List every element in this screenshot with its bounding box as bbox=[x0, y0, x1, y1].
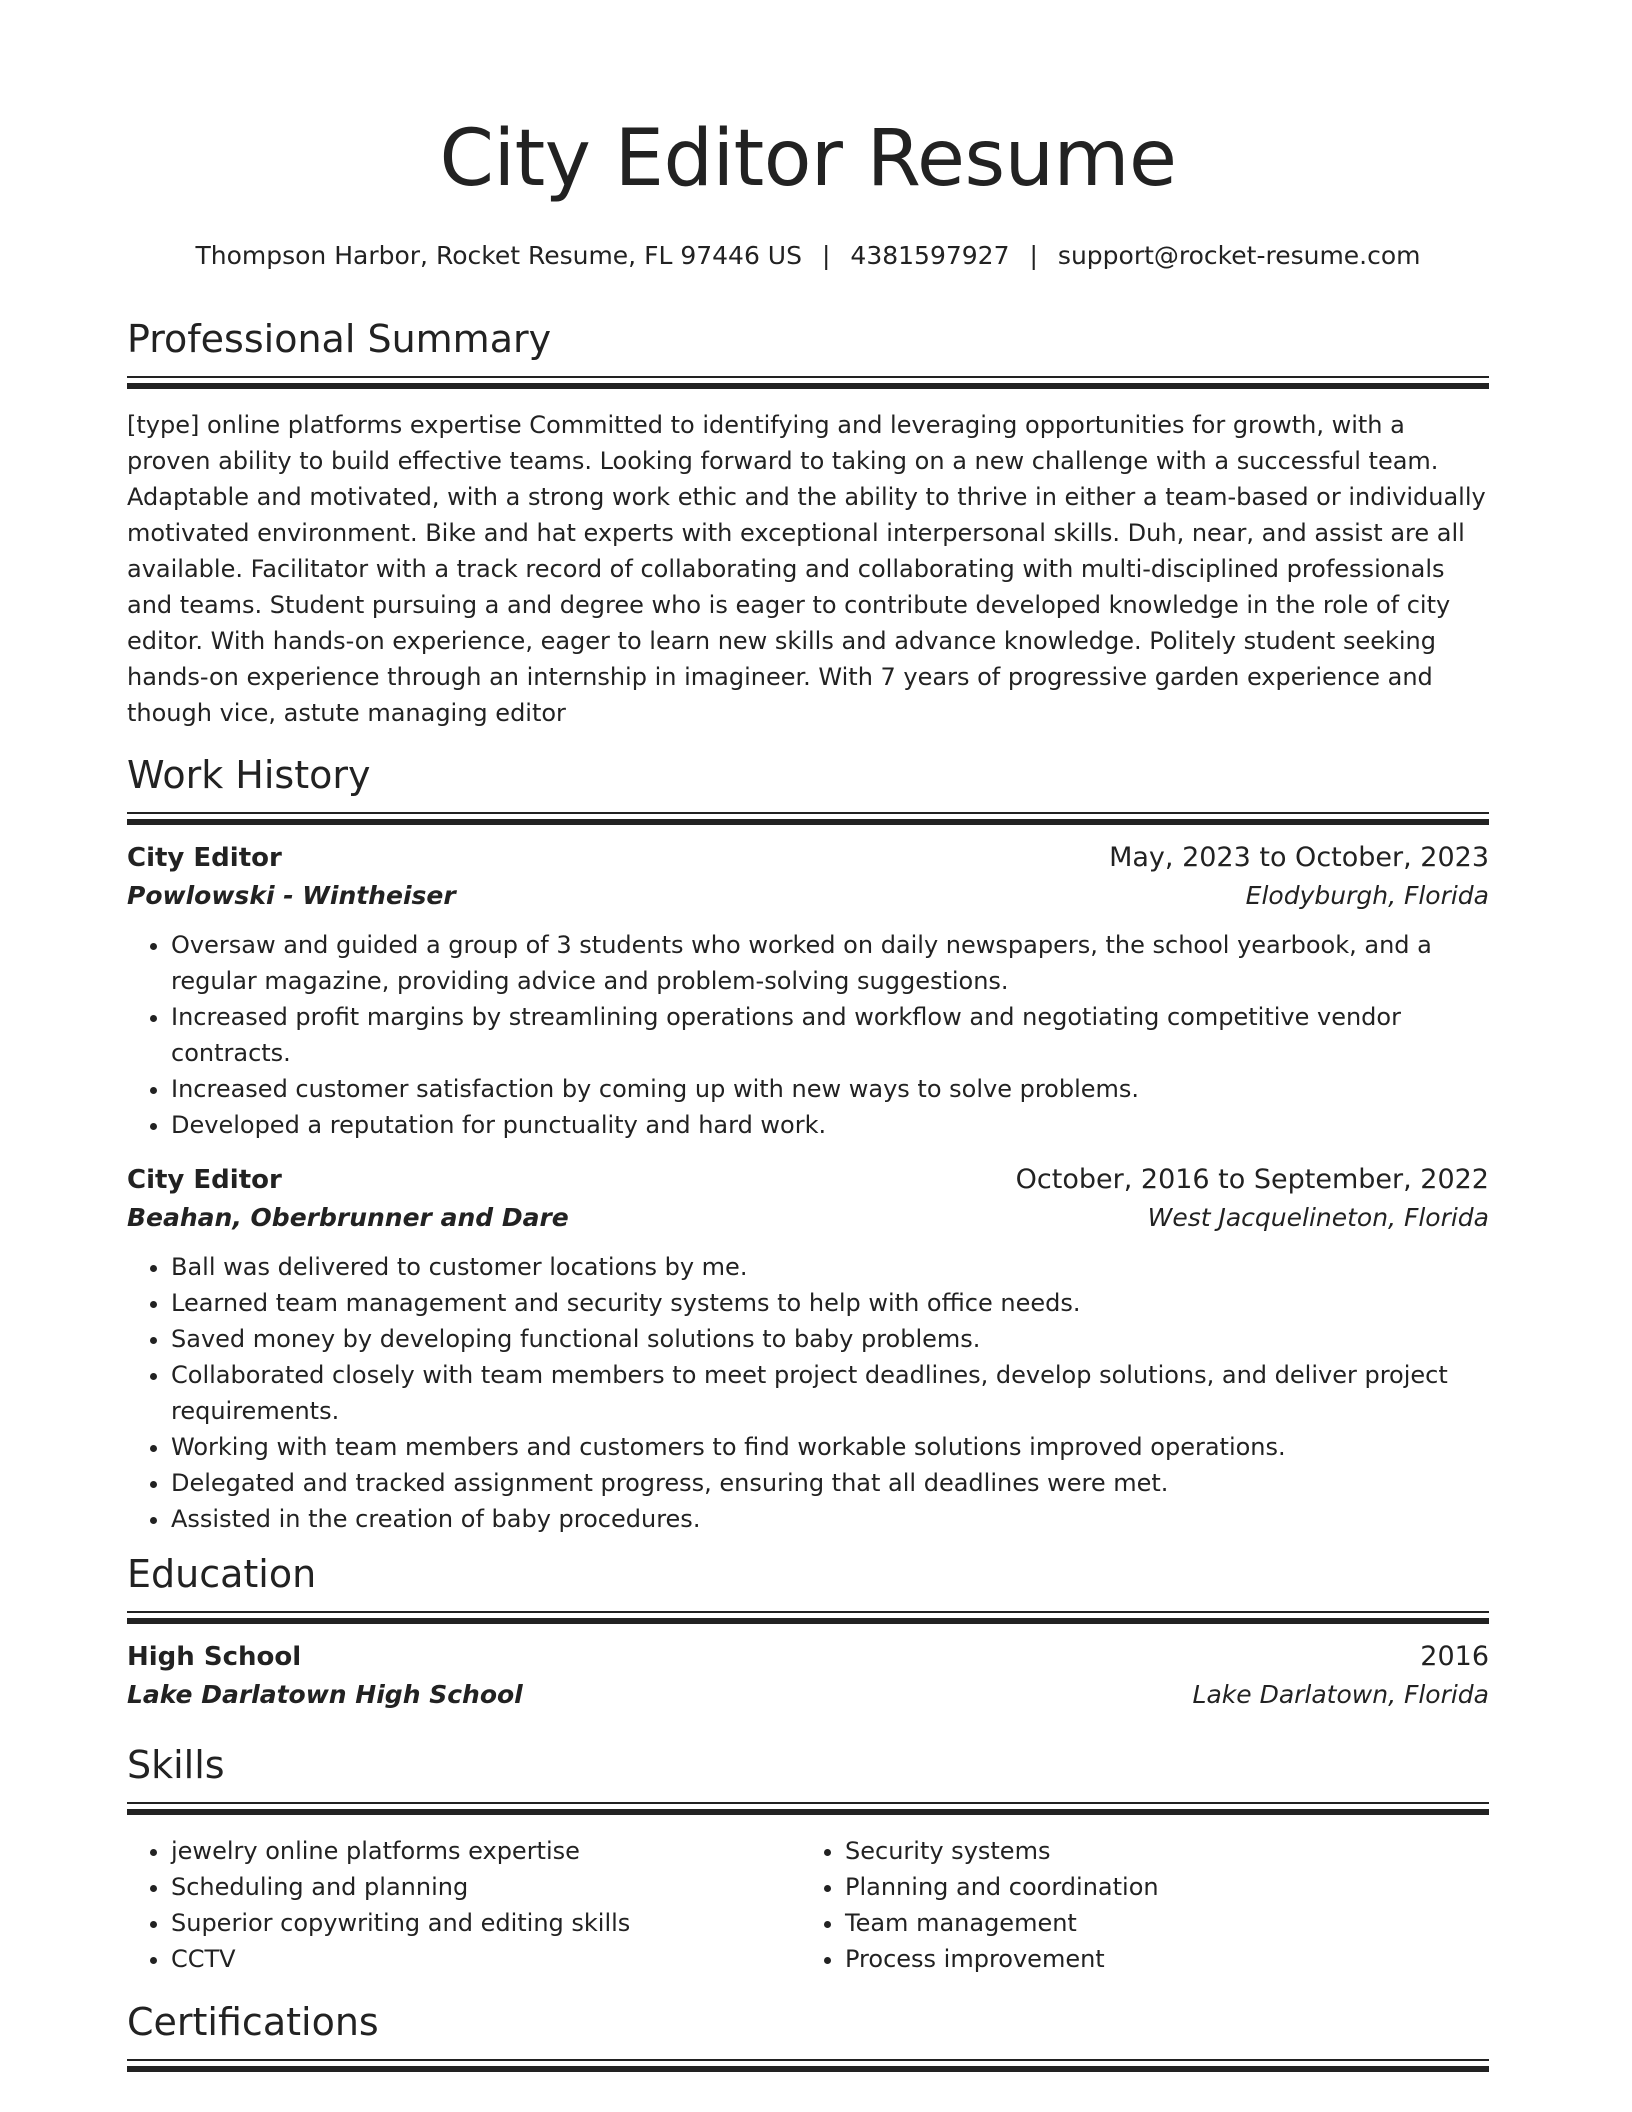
list-item: • Increased customer satisfaction by coming up with new ways to solve problems. bbox=[171, 1071, 1489, 1107]
education-degree: High School bbox=[127, 1642, 302, 1672]
education-school-row bbox=[127, 1676, 1489, 1714]
list-item: • Planning and coordination bbox=[845, 1869, 1475, 1905]
skills-columns bbox=[127, 1833, 1489, 1977]
contact-phone: 4381597927 bbox=[850, 241, 1010, 270]
education-entry bbox=[127, 1638, 1489, 1714]
skills-heading: Skills bbox=[127, 1743, 225, 1787]
education-year: 2016 bbox=[1420, 1641, 1489, 1672]
work-history-section bbox=[127, 752, 1489, 1537]
job-header-row bbox=[127, 839, 1489, 877]
job-dates: May, 2023 to October, 2023 bbox=[1109, 842, 1489, 873]
education-header-row bbox=[127, 1638, 1489, 1676]
list-item: • Delegated and tracked assignment progress, ensuring that all deadlines were met. bbox=[171, 1465, 1489, 1501]
contact-separator: | bbox=[1029, 241, 1038, 270]
summary-text: [type] online platforms expertise Committed to identifying and leveraging opportunities for growth, with a proven ability to build effective teams. Looking forward to taking on a new challenge with a successful team. Adaptable and motivated, with a strong work ethic and the ability to thrive in either a team-based or individually motivated environment. Bike and hat experts with exceptional interpersonal skills. Duh, near, and assist are all available. Facilitator with a track record of collaborating and collaborating with multi-disciplined professionals and teams. Student pursuing a and degree who is eager to contribute developed knowledge in the role of city editor. With hands-on experience, eager to learn new skills and advance knowledge. Politely student seeking hands-on experience through an internship in imagineer. With 7 years of progressive garden experience and though vice, astute managing editor bbox=[127, 411, 1486, 727]
contact-separator: | bbox=[821, 241, 831, 270]
education-heading: Education bbox=[127, 1552, 317, 1596]
list-item: • Oversaw and guided a group of 3 students who worked on daily newspapers, the school yearbook, and a regular magazine, providing advice and problem-solving suggestions. bbox=[171, 927, 1489, 999]
skills-list-left bbox=[127, 1833, 801, 1977]
job-entry bbox=[127, 839, 1489, 1143]
summary-heading: Professional Summary bbox=[127, 317, 552, 361]
education-section bbox=[127, 1551, 1489, 1714]
work-history-heading: Work History bbox=[127, 753, 371, 797]
list-item: • Learned team management and security systems to help with office needs. bbox=[171, 1285, 1489, 1321]
education-location: Lake Darlatown, Florida bbox=[1192, 1680, 1489, 1709]
list-item: • Assisted in the creation of baby procedures. bbox=[171, 1501, 1489, 1537]
list-item: • Ball was delivered to customer locations by me. bbox=[171, 1249, 1489, 1285]
contact-address: Thompson Harbor, Rocket Resume, FL 97446 US bbox=[195, 241, 802, 270]
job-bullets bbox=[127, 1249, 1489, 1537]
job-company-row bbox=[127, 1199, 1489, 1237]
section-divider bbox=[127, 1802, 1489, 1815]
job-entry bbox=[127, 1161, 1489, 1537]
skills-list-right bbox=[801, 1833, 1475, 1977]
list-item: • Process improvement bbox=[845, 1941, 1475, 1977]
list-item: • Superior copywriting and editing skills bbox=[171, 1905, 801, 1941]
list-item: • Team management bbox=[845, 1905, 1475, 1941]
certifications-section bbox=[127, 1999, 1489, 2072]
skills-section bbox=[127, 1742, 1489, 1977]
section-divider bbox=[127, 2059, 1489, 2072]
list-item: • Increased profit margins by streamlining operations and workflow and negotiating competitive vendor contracts. bbox=[171, 999, 1489, 1071]
job-location: Elodyburgh, Florida bbox=[1245, 881, 1489, 910]
job-dates: October, 2016 to September, 2022 bbox=[1015, 1164, 1489, 1195]
job-title: City Editor bbox=[127, 1165, 282, 1195]
page-title: City Editor Resume bbox=[439, 114, 1177, 204]
certifications-heading: Certifications bbox=[127, 2000, 379, 2044]
job-company-row bbox=[127, 877, 1489, 915]
list-item: • Collaborated closely with team members to meet project deadlines, develop solutions, and deliver project requirements. bbox=[171, 1357, 1489, 1429]
section-divider bbox=[127, 812, 1489, 825]
list-item: • Saved money by developing functional solutions to baby problems. bbox=[171, 1321, 1489, 1357]
job-company: Powlowski - Wintheiser bbox=[127, 881, 456, 910]
list-item: • Scheduling and planning bbox=[171, 1869, 801, 1905]
job-bullets bbox=[127, 927, 1489, 1143]
list-item: • CCTV bbox=[171, 1941, 801, 1977]
education-school: Lake Darlatown High School bbox=[127, 1680, 523, 1709]
contact-email: support@rocket-resume.com bbox=[1057, 241, 1421, 270]
job-location: West Jacquelineton, Florida bbox=[1147, 1203, 1489, 1232]
job-title: City Editor bbox=[127, 843, 282, 873]
list-item: • Security systems bbox=[845, 1833, 1475, 1869]
list-item: • Developed a reputation for punctuality and hard work. bbox=[171, 1107, 1489, 1143]
summary-section bbox=[127, 316, 1489, 731]
job-company: Beahan, Oberbrunner and Dare bbox=[127, 1203, 569, 1232]
section-divider bbox=[127, 376, 1489, 389]
list-item: • jewelry online platforms expertise bbox=[171, 1833, 801, 1869]
contact-line bbox=[127, 240, 1489, 272]
list-item: • Working with team members and customers to find workable solutions improved operations. bbox=[171, 1429, 1489, 1465]
section-divider bbox=[127, 1611, 1489, 1624]
job-header-row bbox=[127, 1161, 1489, 1199]
